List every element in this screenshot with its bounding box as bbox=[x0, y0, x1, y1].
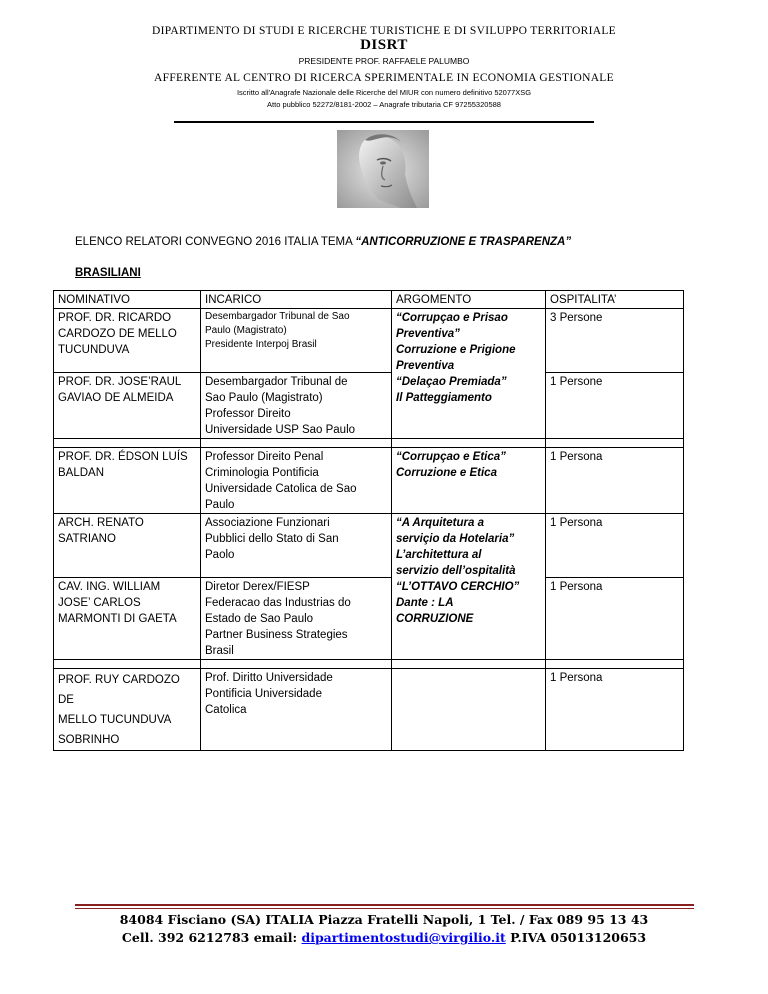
topic-line: Dante : LA bbox=[396, 597, 454, 609]
table-row bbox=[54, 448, 684, 514]
spacer-cell bbox=[201, 660, 392, 669]
topic-line: “L’OTTAVO CERCHIO” bbox=[396, 581, 520, 593]
footer-phone: Cell. 392 6212783 email: bbox=[121, 930, 302, 945]
affiliation-line: AFFERENTE AL CENTRO DI RICERCA SPERIMENTALE IN ECONOMIA GESTIONALE bbox=[154, 72, 614, 84]
role-line: Catolica bbox=[205, 704, 247, 716]
role-line: Prof. Diritto Universidade bbox=[205, 672, 333, 684]
act-line: Atto pubblico 52272/8181-2002 – Anagrafe tributaria CF 97255320588 bbox=[267, 100, 501, 109]
speaker-role bbox=[201, 373, 392, 439]
topic-line: “A Arquitetura a bbox=[396, 517, 484, 529]
speaker-role bbox=[201, 669, 392, 751]
spacer-cell bbox=[54, 439, 201, 448]
header-argomento: ARGOMENTO bbox=[392, 291, 546, 309]
name-line: PROF. RUY CARDOZO DE bbox=[58, 674, 180, 706]
title-prefix: ELENCO RELATORI CONVEGNO 2016 ITALIA TEMA bbox=[75, 236, 356, 248]
name-line: JOSE’ CARLOS bbox=[58, 597, 141, 609]
david-statue-head-icon bbox=[337, 130, 429, 208]
name-line: GAVIAO DE ALMEIDA bbox=[58, 392, 174, 404]
role-line: Federacao das Industrias do bbox=[205, 597, 351, 609]
speaker-topic bbox=[392, 669, 546, 751]
speaker-hospitality: 1 Persona bbox=[546, 669, 684, 751]
role-line: Associazione Funzionari bbox=[205, 517, 330, 529]
spacer-cell bbox=[392, 439, 546, 448]
topic-line: CORRUZIONE bbox=[396, 613, 474, 625]
name-line: CAV. ING. WILLIAM bbox=[58, 581, 161, 593]
table-spacer bbox=[54, 660, 684, 669]
name-line: SATRIANO bbox=[58, 533, 116, 545]
role-line: Paulo bbox=[205, 499, 235, 511]
table-row bbox=[54, 669, 684, 751]
table-row bbox=[54, 373, 684, 439]
role-line: Pubblici dello Stato di San bbox=[205, 533, 339, 545]
table-row bbox=[54, 514, 684, 578]
table-header-row bbox=[54, 291, 684, 309]
footer-divider bbox=[75, 904, 694, 906]
header-incarico: INCARICO bbox=[201, 291, 392, 309]
topic-line: L’architettura al bbox=[396, 549, 482, 561]
role-line: Presidente Interpoj Brasil bbox=[205, 339, 317, 350]
registry-line: Iscritto all'Anagrafe Nazionale delle Ricerche del MIUR con numero definitivo 52077XSG bbox=[236, 88, 532, 97]
topic-line: Corruzione e Prigione bbox=[396, 344, 516, 356]
topic-line: “Corrupçao e Etica” bbox=[396, 451, 506, 463]
role-line: Universidade Catolica de Sao bbox=[205, 483, 357, 495]
topic-line: “Corrupçao e Prisao bbox=[396, 312, 508, 324]
speaker-hospitality: 1 Persona bbox=[546, 578, 684, 660]
document-title bbox=[75, 236, 571, 248]
speaker-topic bbox=[392, 448, 546, 514]
speaker-name bbox=[54, 669, 201, 751]
role-line: Sao Paulo (Magistrato) bbox=[205, 392, 323, 404]
president-line: PRESIDENTE PROF. RAFFAELE PALUMBO bbox=[298, 56, 470, 66]
header-divider bbox=[174, 121, 594, 123]
section-heading: BRASILIANI bbox=[75, 267, 141, 279]
topic-line: serviçio da Hotelaria” bbox=[396, 533, 515, 545]
role-line: Professor Direito bbox=[205, 408, 291, 420]
name-line: CARDOZO DE MELLO bbox=[58, 328, 177, 340]
footer-contacts bbox=[0, 930, 768, 945]
topic-line: Preventiva” bbox=[396, 328, 460, 340]
role-line: Paulo (Magistrato) bbox=[205, 325, 287, 336]
speaker-name bbox=[54, 578, 201, 660]
role-line: Partner Business Strategies bbox=[205, 629, 348, 641]
speaker-name bbox=[54, 448, 201, 514]
email-link[interactable]: dipartimentostudi@virgilio.it bbox=[301, 930, 506, 945]
name-line: BALDAN bbox=[58, 467, 105, 479]
title-theme: “ANTICORRUZIONE E TRASPARENZA” bbox=[355, 236, 572, 248]
name-line: PROF. DR. JOSE’RAUL bbox=[58, 376, 182, 388]
name-line: PROF. DR. ÉDSON LUÍS bbox=[58, 451, 188, 463]
header-nominativo: NOMINATIVO bbox=[54, 291, 201, 309]
role-line: Estado de Sao Paulo bbox=[205, 613, 314, 625]
name-line: ARCH. RENATO bbox=[58, 517, 144, 529]
speaker-role bbox=[201, 578, 392, 660]
name-line: TUCUNDUVA bbox=[58, 344, 130, 356]
role-line: Brasil bbox=[205, 645, 234, 657]
role-line: Paolo bbox=[205, 549, 235, 561]
speaker-role bbox=[201, 514, 392, 578]
role-line: Desembargador Tribunal de Sao bbox=[205, 311, 350, 322]
table-row bbox=[54, 309, 684, 373]
speaker-hospitality: 1 Persone bbox=[546, 373, 684, 439]
speakers-table bbox=[53, 290, 684, 751]
role-line: Pontificia Universidade bbox=[205, 688, 322, 700]
table-row bbox=[54, 578, 684, 660]
topic-line: Corruzione e Etica bbox=[396, 467, 497, 479]
name-line: PROF. DR. RICARDO bbox=[58, 312, 172, 324]
speaker-name bbox=[54, 373, 201, 439]
speaker-role bbox=[201, 448, 392, 514]
speaker-role bbox=[201, 309, 392, 373]
role-line: Professor Direito Penal bbox=[205, 451, 324, 463]
speaker-topic bbox=[392, 514, 546, 660]
spacer-cell bbox=[201, 439, 392, 448]
footer-divider-thin bbox=[75, 908, 694, 909]
topic-line: “Delaçao Premiada” bbox=[396, 376, 507, 388]
speaker-name bbox=[54, 514, 201, 578]
header-ospitalita: OSPITALITA’ bbox=[546, 291, 684, 309]
name-line: MARMONTI DI GAETA bbox=[58, 613, 177, 625]
department-acronym: DISRT bbox=[360, 37, 408, 53]
spacer-cell bbox=[546, 660, 684, 669]
topic-line: servizio dell’ospitalità bbox=[396, 565, 516, 577]
name-line: MELLO TUCUNDUVA bbox=[58, 714, 172, 726]
spacer-cell bbox=[546, 439, 684, 448]
footer-vat: P.IVA 05013120653 bbox=[505, 930, 647, 945]
role-line: Desembargador Tribunal de bbox=[205, 376, 348, 388]
table-spacer bbox=[54, 439, 684, 448]
role-line: Criminologia Pontificia bbox=[205, 467, 319, 479]
speaker-hospitality: 1 Persona bbox=[546, 448, 684, 514]
footer-address: 84084 Fisciano (SA) ITALIA Piazza Fratelli Napoli, 1 Tel. / Fax 089 95 13 43 bbox=[119, 912, 649, 927]
speaker-topic bbox=[392, 309, 546, 439]
speaker-hospitality: 3 Persone bbox=[546, 309, 684, 373]
spacer-cell bbox=[54, 660, 201, 669]
role-line: Diretor Derex/FIESP bbox=[205, 581, 310, 593]
department-name: DIPARTIMENTO DI STUDI E RICERCHE TURISTICHE E DI SVILUPPO TERRITORIALE bbox=[151, 25, 617, 37]
topic-line: Preventiva bbox=[396, 360, 455, 372]
topic-line: Il Patteggiamento bbox=[396, 392, 492, 404]
role-line: Universidade USP Sao Paulo bbox=[205, 424, 356, 436]
spacer-cell bbox=[392, 660, 546, 669]
speaker-name bbox=[54, 309, 201, 373]
name-line: SOBRINHO bbox=[58, 734, 120, 746]
speaker-hospitality: 1 Persona bbox=[546, 514, 684, 578]
